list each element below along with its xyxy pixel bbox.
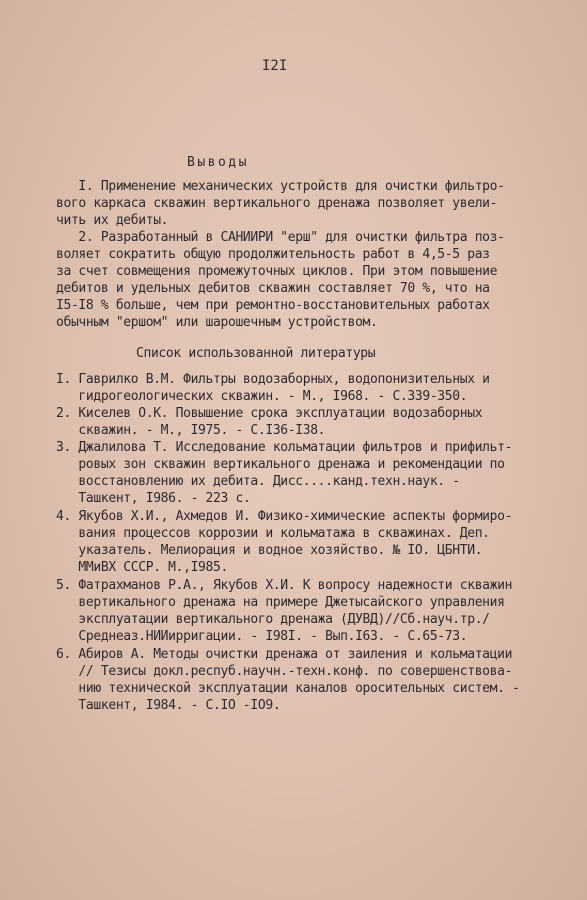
page-number: I2I [262,58,288,74]
conclusions-line: за счет совмещения промежуточных циклов. При этом повышение [56,264,498,279]
reference-line: Среднеаз.НИИирригации. - I98I. - Вып.I63. - С.65-73. [56,629,468,644]
reference-line: 2. Киселев О.К. Повышение срока эксплуатации водозаборных [56,406,483,421]
reference-line: ровых зон скважин вертикального дренажа и рекомендации по [56,457,505,472]
reference-line: восстановлению их дебита. Дисс....канд.техн.наук. - [56,474,460,489]
conclusions-line: чить их дебиты. [56,213,169,228]
reference-line: нию технической эксплуатации каналов оросительных систем. - [56,681,520,696]
reference-line: 4. Якубов Х.И., Ахмедов И. Физико-химические аспекты формиро- [56,509,513,524]
references-heading: Список использованной литературы [136,346,376,361]
conclusions-line: обычным "ершом" или шарошечным устройством. [56,315,378,330]
reference-line: Ташкент, I984. - С.IO -IO9. [56,698,281,713]
conclusions-line: I. Применение механических устройств для очистки фильтро- [56,179,505,194]
conclusions-heading: Выводы [187,155,249,170]
reference-line: эксплуатации вертикального дренажа (ДУВД)//Сб.науч.тр./ [56,612,490,627]
reference-line: вания процессов коррозии и кольматажа в скважинах. Деп. [56,526,490,541]
reference-line: 3. Джалилова Т. Исследование кольматации фильтров и прифильт- [56,440,513,455]
reference-line: ММиВХ СССР. М.,I985. [56,560,228,575]
reference-line: I. Гаврилко В.М. Фильтры водозаборных, водопонизительных и [56,372,490,387]
reference-line: // Тезисы докл.респуб.научн.-техн.конф. по совершенствова- [56,664,513,679]
conclusions-line: воляет сократить общую продолжительность работ в 4,5-5 раз [56,247,490,262]
reference-line: гидрогеологических скважин. - М., I968. - С.339-350. [56,389,468,404]
conclusions-line: 2. Разработанный в САНИИРИ "ерш" для очистки фильтра поз- [56,230,505,245]
conclusions-line: вого каркаса скважин вертикального дренажа позволяет увели- [56,196,498,211]
conclusions-line: дебитов и удельных дебитов скважин составляет 70 %, что на [56,281,490,296]
reference-line: Ташкент, I986. - 223 с. [56,491,251,506]
reference-line: скважин. - М., I975. - С.I36-I38. [56,423,326,438]
reference-line: указатель. Мелиорация и водное хозяйство. № IO. ЦБНТИ. [56,543,483,558]
reference-line: 6. Абиров А. Методы очистки дренажа от заиления и кольматации [56,647,513,662]
conclusions-line: I5-I8 % больше, чем при ремонтно-восстановительных работах [56,298,490,313]
reference-line: 5. Фатрахманов Р.А., Якубов Х.И. К вопросу надежности скважин [56,578,513,593]
reference-line: вертикального дренажа на примере Джетысайского управления [56,595,505,610]
